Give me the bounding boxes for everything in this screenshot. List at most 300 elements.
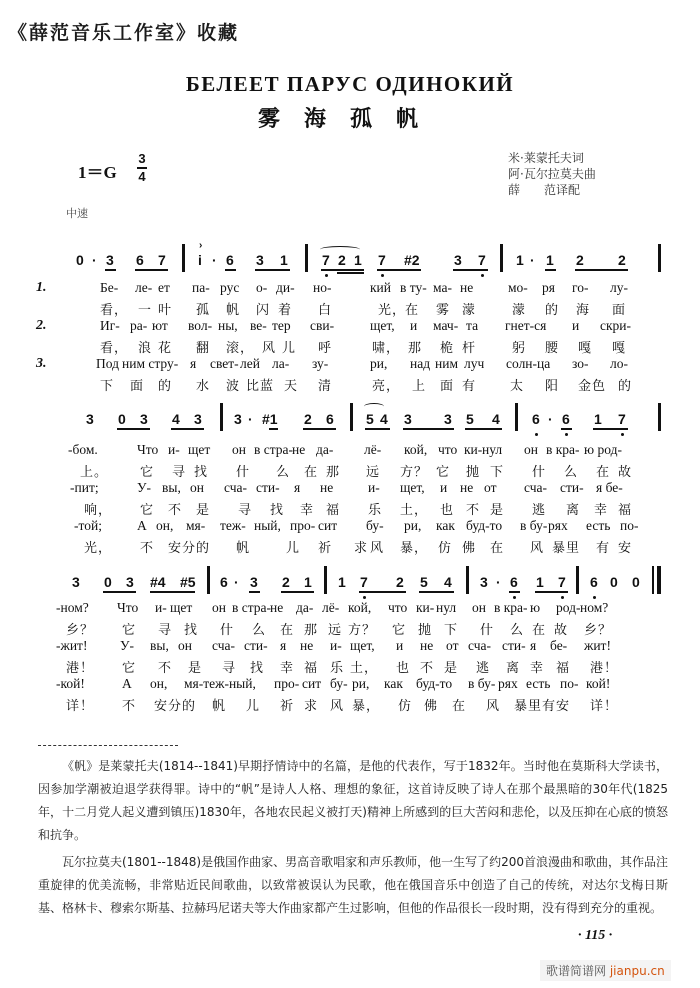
syllable: есть xyxy=(526,676,551,691)
note: 1 xyxy=(536,574,544,590)
underline xyxy=(365,428,390,430)
barline xyxy=(515,403,518,431)
syllable: 什 xyxy=(236,465,251,480)
note: 2 xyxy=(618,252,626,268)
syllable: А xyxy=(137,518,147,533)
underline xyxy=(269,428,278,430)
syllable: 闪 xyxy=(256,303,271,318)
syllable: 乐 xyxy=(368,503,383,518)
syllable: 帆 xyxy=(212,699,227,714)
syllable: 下 xyxy=(444,623,459,638)
syllable: 在 xyxy=(596,465,611,480)
syllable: кой, xyxy=(404,442,428,457)
syllable: 暴里 xyxy=(552,541,581,556)
syllable: А xyxy=(122,676,132,691)
syllable: -бом. xyxy=(68,442,98,457)
syllable: ном? xyxy=(580,600,609,615)
note: 0 xyxy=(632,574,640,590)
syllable: 啸， xyxy=(372,341,401,356)
syllable: 呼 xyxy=(318,341,333,356)
syllable: щет xyxy=(170,600,193,615)
syllable: ю xyxy=(530,600,541,615)
syllable: мо- xyxy=(508,280,528,295)
note: 6 xyxy=(226,252,234,268)
syllable: что xyxy=(388,600,408,615)
underline xyxy=(135,269,168,271)
syllable: кий xyxy=(370,280,392,295)
syllable: 是 xyxy=(490,503,505,518)
lyric-line-verse-3-russian xyxy=(0,518,700,537)
syllable: 福 xyxy=(326,503,341,518)
syllable: сит xyxy=(318,518,338,533)
note: 3 xyxy=(126,574,134,590)
lyric-line-verse-2-russian xyxy=(0,480,700,499)
dot: · xyxy=(248,411,253,427)
syllable: 孤 xyxy=(196,303,211,318)
lyric-line-verse-2-russian xyxy=(0,318,700,337)
verse-number: 2. xyxy=(36,318,47,333)
dot: · xyxy=(234,574,239,590)
note: 7 xyxy=(360,574,368,590)
syllable: 暴， xyxy=(400,541,429,556)
syllable: 乡？ xyxy=(584,623,613,638)
syllable: 抛 xyxy=(466,465,481,480)
barline xyxy=(182,244,185,272)
note: 1 xyxy=(354,252,362,268)
note: 7 xyxy=(618,411,626,427)
dot: · xyxy=(496,574,501,590)
syllable: -жит! xyxy=(56,638,88,653)
syllable: бе- xyxy=(550,638,568,653)
syllable: 帆 xyxy=(236,541,251,556)
note: 7 xyxy=(478,252,486,268)
note: 3 xyxy=(86,411,94,427)
syllable: да- xyxy=(316,442,334,457)
syllable: 方？ xyxy=(348,623,377,638)
syllable: 寻 xyxy=(222,661,237,676)
syllable: 面 xyxy=(612,303,627,318)
syllable: 杆 xyxy=(462,341,477,356)
syllable: он, xyxy=(156,518,174,533)
syllable: и- xyxy=(368,480,380,495)
syllable: солн-ца xyxy=(506,356,551,371)
syllable: 港！ xyxy=(590,661,619,676)
syllable: свет- xyxy=(210,356,239,371)
syllable: 它 xyxy=(122,661,137,676)
syllable: 有 xyxy=(596,541,611,556)
syllable: 幸 xyxy=(530,661,545,676)
footnote-text xyxy=(38,755,668,920)
underline xyxy=(377,269,421,271)
syllable: 嘎 xyxy=(578,341,593,356)
syllable: нул xyxy=(482,442,503,457)
syllable: 乐 xyxy=(330,661,345,676)
syllable: 上。 xyxy=(80,465,109,480)
syllable: сти- xyxy=(560,480,584,495)
underline xyxy=(303,428,336,430)
underline xyxy=(561,428,572,430)
syllable: 么 xyxy=(564,465,579,480)
syllable: род- xyxy=(556,600,581,615)
note: 5 xyxy=(366,411,374,427)
syllable: щет xyxy=(188,442,211,457)
syllable: 找 xyxy=(270,503,285,518)
syllable: 故 xyxy=(554,623,569,638)
syllable: в бу- xyxy=(468,676,496,691)
underline xyxy=(321,269,364,271)
syllable: 土， xyxy=(400,503,429,518)
syllable: 祈 xyxy=(318,541,333,556)
syllable: буд-то xyxy=(416,676,453,691)
syllable: 乡？ xyxy=(66,623,95,638)
syllable: 波 xyxy=(226,379,241,394)
syllable: 叶 xyxy=(158,303,173,318)
syllable: 抛 xyxy=(418,623,433,638)
syllable: 福 xyxy=(556,661,571,676)
syllable: рях xyxy=(548,518,568,533)
syllable: в кра- xyxy=(546,442,580,457)
underline xyxy=(593,428,628,430)
low-octave-dot xyxy=(535,433,538,436)
underline xyxy=(281,591,314,593)
syllable: он xyxy=(212,600,226,615)
syllable: мач- xyxy=(433,318,459,333)
lyric-line-verse-1-chinese xyxy=(0,619,700,638)
song-title-chinese: 雾海孤帆 xyxy=(257,107,442,132)
page-number: · 115 · xyxy=(578,928,613,943)
note: 5 xyxy=(420,574,428,590)
syllable: он xyxy=(524,442,538,457)
underline xyxy=(545,269,556,271)
syllable: ним xyxy=(435,356,458,371)
low-octave-dot xyxy=(593,596,596,599)
syllable: 海 xyxy=(576,303,591,318)
syllable: 响， xyxy=(84,503,113,518)
syllable: 面 xyxy=(440,379,455,394)
low-octave-dot xyxy=(621,433,624,436)
syllable: сви- xyxy=(310,318,335,333)
syllable: 安分的 xyxy=(154,699,197,714)
syllable: 土， xyxy=(350,661,379,676)
syllable: как xyxy=(436,518,455,533)
syllable: 安分的 xyxy=(168,541,211,556)
syllable: 濛 xyxy=(462,303,477,318)
note: 7 xyxy=(558,574,566,590)
syllable: 仿 xyxy=(438,541,453,556)
barline xyxy=(220,403,223,431)
note: 6 xyxy=(136,252,144,268)
syllable: 儿 xyxy=(282,341,297,356)
note: 2 xyxy=(396,574,404,590)
syllable: 离 xyxy=(506,661,521,676)
syllable: 桅 xyxy=(440,341,455,356)
syllable: в стра- xyxy=(254,442,294,457)
dot: · xyxy=(548,411,553,427)
underline xyxy=(171,428,204,430)
syllable: 那 xyxy=(304,623,319,638)
syllable: бу- xyxy=(330,676,348,691)
syllable: 在 xyxy=(405,303,420,318)
watermark-chinese: 歌谱简谱网 xyxy=(546,964,607,978)
syllable: ря xyxy=(542,280,555,295)
note: #5 xyxy=(180,574,196,590)
syllable: 幸 xyxy=(300,503,315,518)
tempo-marking: 中速 xyxy=(66,207,88,220)
syllable: ный, xyxy=(254,518,281,533)
syllable: 佛 xyxy=(462,541,477,556)
syllable: 风 xyxy=(262,341,277,356)
barline xyxy=(658,244,661,272)
syllable: ма- xyxy=(433,280,452,295)
lyric-line-verse-1-russian xyxy=(0,442,700,461)
syllable: ри, xyxy=(370,356,388,371)
underline xyxy=(403,428,454,430)
syllable: 找 xyxy=(250,661,265,676)
underline xyxy=(105,269,116,271)
syllable: вы, xyxy=(150,638,169,653)
syllable: сит xyxy=(302,676,322,691)
syllable: 水 xyxy=(196,379,211,394)
lyric-line-verse-3-russian xyxy=(0,356,700,375)
syllable: 它 xyxy=(392,623,407,638)
syllable: ки- xyxy=(464,442,483,457)
syllable: 幸 xyxy=(280,661,295,676)
underline xyxy=(249,591,260,593)
syllable: и- xyxy=(330,638,342,653)
syllable: 是 xyxy=(196,503,211,518)
collection-label: 《薛范音乐工作室》收藏 xyxy=(8,22,240,44)
underline xyxy=(337,272,364,274)
syllable: ла- xyxy=(272,356,290,371)
syllable: ют xyxy=(152,318,168,333)
note: 4 xyxy=(380,411,388,427)
note: 6 xyxy=(510,574,518,590)
syllable: 在 xyxy=(452,699,467,714)
syllable: ло- xyxy=(610,356,628,371)
low-octave-dot xyxy=(565,433,568,436)
syllable: не xyxy=(292,442,306,457)
syllable: по- xyxy=(620,518,639,533)
syllable: вы, xyxy=(162,480,181,495)
syllable: в кра- xyxy=(494,600,528,615)
syllable: 暴里有安 xyxy=(514,699,571,714)
syllable: по- xyxy=(560,676,579,691)
syllable: не xyxy=(300,638,314,653)
underline xyxy=(103,591,136,593)
low-octave-dot xyxy=(325,274,328,277)
syllable: 一 xyxy=(138,303,153,318)
syllable: буд-то xyxy=(466,518,503,533)
note: 3 xyxy=(194,411,202,427)
syllable: я xyxy=(280,638,287,653)
syllable: 不 xyxy=(122,699,137,714)
syllable: в стра- xyxy=(232,600,272,615)
underline xyxy=(509,591,520,593)
syllable: щет, xyxy=(400,480,425,495)
note: 1 xyxy=(280,252,288,268)
syllable: ны, xyxy=(218,318,238,333)
slur xyxy=(364,403,384,410)
syllable: 亮， xyxy=(372,379,401,394)
syllable: 么 xyxy=(252,623,267,638)
syllable: 儿 xyxy=(246,699,261,714)
syllable: сти- xyxy=(502,638,526,653)
footnote-paragraph-composer: 瓦尔拉莫夫(1801--1848)是俄国作曲家、男高音歌唱家和声乐教师，他一生写了约200首浪漫曲和歌曲，其作品注重旋律的优美流畅，非常贴近民间歌曲，以致常被误认为民歌，他在俄国音乐中创造了自己的传统，对达尔戈梅日斯基、格林卡、穆索尔斯基、拉赫玛尼诺夫等大作曲家都产生过影响，但他的作品很长一段时期，没有得到充分的重视。 xyxy=(38,855,669,915)
syllable: -кой! xyxy=(56,676,85,691)
syllable: мя-теж-ный, xyxy=(184,676,256,691)
syllable: бу- xyxy=(366,518,384,533)
syllable: 幸 xyxy=(594,503,609,518)
syllable: 不 xyxy=(420,661,435,676)
syllable: 濛 xyxy=(512,303,527,318)
note: 6 xyxy=(532,411,540,427)
syllable: 找 xyxy=(184,623,199,638)
syllable: 的 xyxy=(545,303,560,318)
barline xyxy=(576,566,579,594)
syllable: жит! xyxy=(584,638,611,653)
syllable: 离 xyxy=(566,503,581,518)
underline xyxy=(255,269,290,271)
syllable: от xyxy=(446,638,459,653)
syllable: 找 xyxy=(194,465,209,480)
syllable: но- xyxy=(313,280,332,295)
syllable: Что xyxy=(137,442,159,457)
syllable: ри, xyxy=(404,518,422,533)
syllable: лу- xyxy=(610,280,628,295)
syllable: кой, xyxy=(348,600,372,615)
syllable: 么 xyxy=(510,623,525,638)
note: 1 xyxy=(594,411,602,427)
underline xyxy=(225,269,236,271)
syllable: 光， xyxy=(84,541,113,556)
note: 6 xyxy=(562,411,570,427)
syllable: 滚， xyxy=(226,341,255,356)
syllable: сча- xyxy=(224,480,247,495)
syllable: 帆 xyxy=(226,303,241,318)
note: 6 xyxy=(326,411,334,427)
syllable: про- xyxy=(274,676,300,691)
note: 1 xyxy=(546,252,554,268)
syllable: 浪 xyxy=(138,341,153,356)
syllable: о- xyxy=(256,280,268,295)
syllable: ди- xyxy=(276,280,295,295)
syllable: 那 xyxy=(408,341,423,356)
syllable: нул xyxy=(436,600,457,615)
syllable: мя- xyxy=(186,518,206,533)
note: 3 xyxy=(72,574,80,590)
underline xyxy=(535,591,568,593)
syllable: да- xyxy=(296,600,314,615)
syllable: гнет-ся xyxy=(505,318,547,333)
syllable: 佛 xyxy=(424,699,439,714)
syllable: У- xyxy=(120,638,135,653)
syllable: 福 xyxy=(618,503,633,518)
low-octave-dot xyxy=(381,274,384,277)
syllable: лё- xyxy=(322,600,340,615)
lyric-line-verse-1-chinese xyxy=(0,461,700,480)
lyric-line-verse-2-russian xyxy=(0,638,700,657)
barline xyxy=(350,403,353,431)
syllable: не xyxy=(320,480,334,495)
syllable: что xyxy=(438,442,458,457)
composer-credit: 阿·瓦尔拉莫夫曲 xyxy=(508,167,596,181)
syllable: 翻 xyxy=(196,341,211,356)
site-watermark xyxy=(540,960,671,981)
syllable: в бу- xyxy=(520,518,548,533)
syllable: 嘎 xyxy=(612,341,627,356)
syllable: Бе- xyxy=(100,280,119,295)
syllable: 风 xyxy=(486,699,501,714)
syllable: и xyxy=(396,638,404,653)
lyric-line-verse-2-chinese xyxy=(0,499,700,518)
syllable: 着 xyxy=(278,303,293,318)
note: 6 xyxy=(590,574,598,590)
syllable: он xyxy=(472,600,486,615)
syllable: ю род- xyxy=(584,442,622,457)
note: 3 xyxy=(234,411,242,427)
syllable: 寻 xyxy=(172,465,187,480)
time-signature xyxy=(137,152,147,184)
syllable: Под xyxy=(96,356,119,371)
barline xyxy=(207,566,210,594)
syllable: ри, xyxy=(352,676,370,691)
syllable: 也 xyxy=(396,661,411,676)
syllable: 风 xyxy=(330,699,345,714)
verse-number: 1. xyxy=(36,280,47,295)
syllable: и xyxy=(440,480,448,495)
syllable: кой! xyxy=(586,676,611,691)
note: 2 xyxy=(576,252,584,268)
dot: · xyxy=(92,252,97,268)
note: #4 xyxy=(150,574,166,590)
syllable: 腰 xyxy=(545,341,560,356)
syllable: 安 xyxy=(618,541,633,556)
syllable: он xyxy=(232,442,246,457)
lyric-line-verse-1-russian xyxy=(0,280,700,299)
syllable: сча- xyxy=(212,638,235,653)
syllable: 福 xyxy=(304,661,319,676)
dot: · xyxy=(530,252,535,268)
low-octave-dot xyxy=(513,596,516,599)
note: 3 xyxy=(480,574,488,590)
syllable: 什 xyxy=(480,623,495,638)
syllable: и xyxy=(572,318,580,333)
syllable: 在 xyxy=(304,465,319,480)
syllable: 在 xyxy=(280,623,295,638)
syllable: 的 xyxy=(618,379,633,394)
syllable: я xyxy=(190,356,197,371)
syllable: ки- xyxy=(416,600,435,615)
syllable: па- xyxy=(192,280,210,295)
syllable: 详！ xyxy=(66,699,95,714)
note: 7 xyxy=(322,252,330,268)
lyric-line-verse-3-chinese xyxy=(0,695,700,714)
syllable: 故 xyxy=(618,465,633,480)
note: 0 xyxy=(76,252,84,268)
syllable: 有 xyxy=(462,379,477,394)
final-barline xyxy=(652,566,661,594)
syllable: 求 xyxy=(304,699,319,714)
time-sig-top: 3 xyxy=(138,151,146,166)
syllable: 它 xyxy=(140,503,155,518)
note: 3 xyxy=(444,411,452,427)
syllable: 是 xyxy=(444,661,459,676)
syllable: 金色 xyxy=(578,379,607,394)
underline xyxy=(453,269,488,271)
syllable: 在 xyxy=(490,541,505,556)
syllable: и- xyxy=(155,600,167,615)
note: 2 xyxy=(282,574,290,590)
